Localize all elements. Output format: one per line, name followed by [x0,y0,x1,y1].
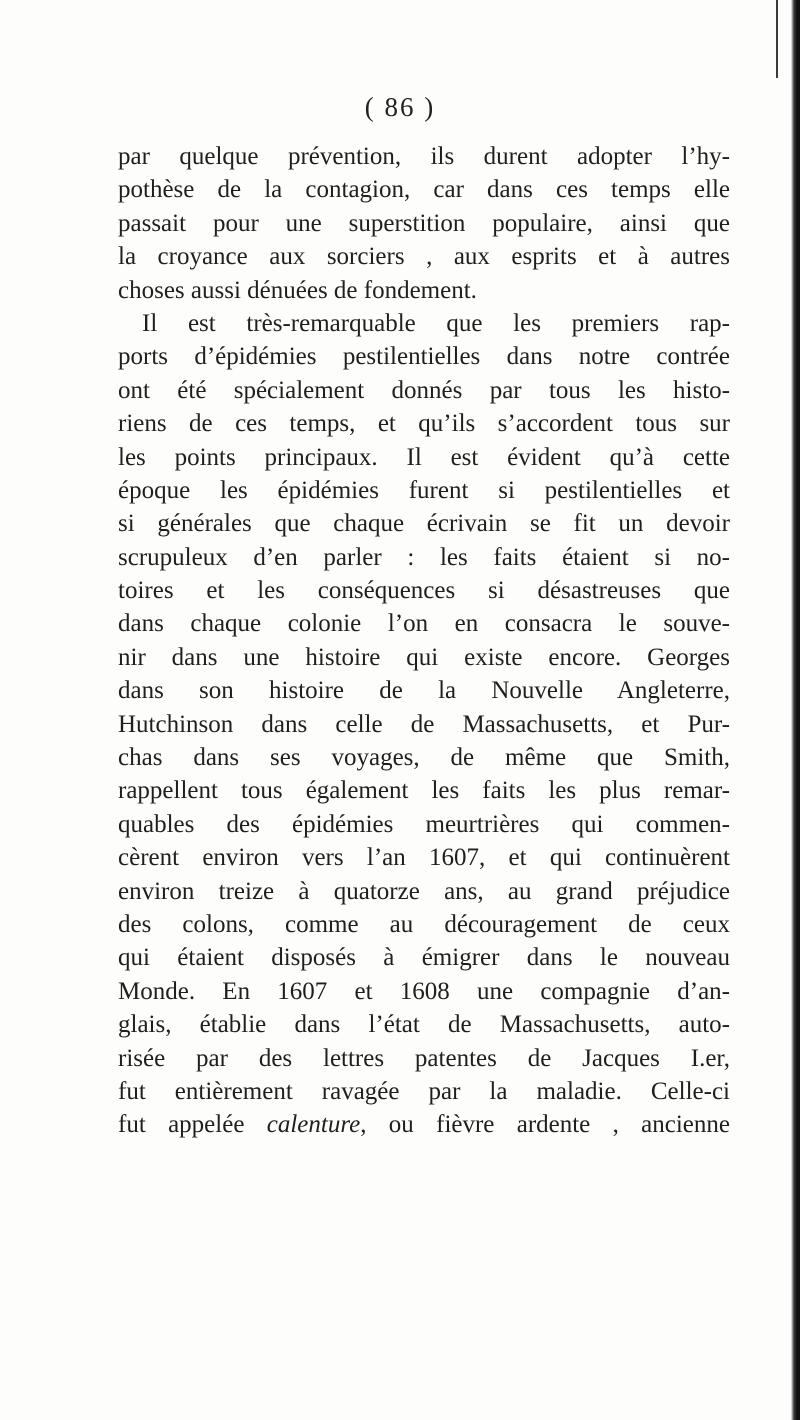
page-edge-shadow [791,0,800,1420]
text-line: pothèse de la contagion, car dans ces temps elle [118,176,730,204]
text-line: risée par des lettres patentes de Jacques I.er, [118,1044,730,1072]
body-text [118,140,730,1142]
text-line: environ treize à quatorze ans, au grand préjudice [118,877,730,905]
text-line: Monde. En 1607 et 1608 une compagnie d’an- [118,977,730,1005]
text-line: époque les épidémies furent si pestilentielles et [118,476,730,504]
page-edge-line [776,0,778,78]
text-line: nir dans une histoire qui existe encore. Georges [118,643,730,671]
italic-term: calenture [266,1111,361,1139]
text-line: glais, établie dans l’état de Massachusetts, auto- [118,1011,730,1039]
text-line: choses aussi dénuées de fondement. [118,276,477,304]
text-line: la croyance aux sorciers , aux esprits et à autres [118,243,730,271]
text-line: dans chaque colonie l’on en consacra le souve- [118,610,730,638]
text-line: les points principaux. Il est évident qu’à cette [118,443,730,471]
text-line: toires et les conséquences si désastreuses que [118,577,730,605]
text-line: qui étaient disposés à émigrer dans le nouveau [118,944,730,972]
text-line: rappellent tous également les faits les plus remar- [118,777,730,805]
text-line: si générales que chaque écrivain se fit un devoir [118,510,730,538]
final-line-before: fut appelée [118,1111,267,1139]
text-line: scrupuleux d’en parler : les faits étaient si no- [118,543,730,571]
text-line: Hutchinson dans celle de Massachusetts, et Pur- [118,710,730,738]
text-line: passait pour une superstition populaire, ainsi que [118,209,730,237]
text-line: ont été spécialement donnés par tous les histo- [118,376,730,404]
final-line-after: , ou fièvre ardente , ancienne [360,1111,730,1139]
text-line: dans son histoire de la Nouvelle Angleterre, [118,677,730,705]
text-line: quables des épidémies meurtrières qui commen- [118,810,730,838]
text-line: riens de ces temps, et qu’ils s’accordent tous sur [118,410,730,438]
text-line-final [118,1108,730,1141]
text-line: des colons, comme au découragement de ceux [118,910,730,938]
text-line: cèrent environ vers l’an 1607, et qui continuèrent [118,844,730,872]
text-line: fut entièrement ravagée par la maladie. Celle-ci [118,1077,730,1105]
page-number: ( 86 ) [364,92,436,122]
text-line: ports d’épidémies pestilentielles dans notre contrée [118,343,730,371]
text-line: par quelque prévention, ils durent adopter l’hy- [118,143,730,170]
text-line: Il est très-remarquable que les premiers rap- [142,309,730,337]
text-line: chas dans ses voyages, de même que Smith, [118,744,730,772]
